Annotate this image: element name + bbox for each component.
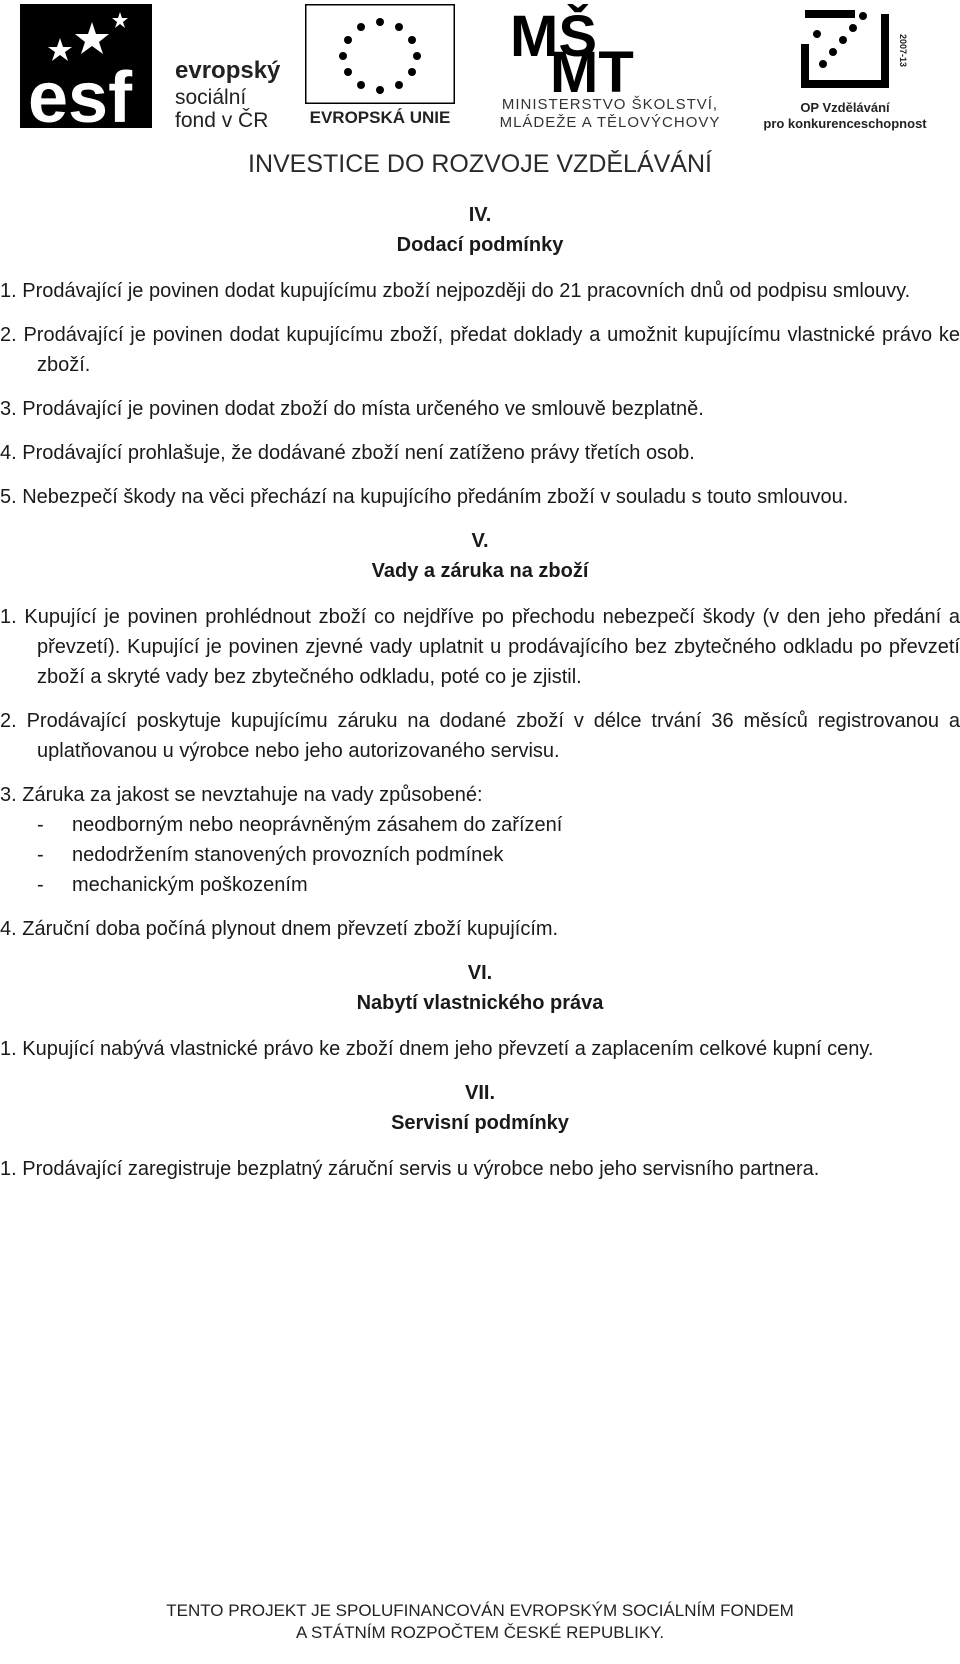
section-4-title: Dodací podmínky: [396, 234, 564, 256]
section-6-title: Nabytí vlastnického práva: [356, 992, 604, 1014]
op-mark-icon: [795, 4, 895, 94]
defect-cause-3: - mechanickým poškozením: [0, 870, 960, 900]
section-7-item-1: 1. Prodávající zaregistruje bezplatný záruční servis u výrobce nebo jeho servisního partnera.: [0, 1158, 820, 1180]
msmt-logo: [470, 4, 750, 134]
msmt-label-1: MINISTERSTVO ŠKOLSTVÍ,: [501, 96, 719, 113]
section-5-item-1: 1. Kupující je povinen prohlédnout zboží co nejdříve po přechodu nebezpečí škody (v den jeho předání a převzetí). Kupující je povinen zjevné vady uplatnit u prodávajícího bez zbytečného odkladu po převzetí zboží a skryté vady bez zbytečného odkladu, poté co je zjistil.: [0, 606, 960, 688]
section-5-number: V.: [471, 530, 489, 552]
msmt-mark-icon: [510, 4, 650, 94]
section-6-number: VI.: [467, 962, 493, 984]
esf-title: evropský: [175, 57, 281, 84]
svg-text:MŠ: MŠ: [510, 4, 597, 69]
eu-label: EVROPSKÁ UNIE: [309, 108, 451, 127]
op-logo: [750, 4, 940, 134]
esf-mark-icon: [20, 4, 170, 134]
section-5-item-2: 2. Prodávající poskytuje kupujícímu záruku na dodané zboží v délce trvání 36 měsíců registrovanou a uplatňovanou u výrobce nebo jeho autorizovaného servisu.: [0, 710, 960, 762]
eu-flag-icon: [305, 4, 455, 104]
svg-text:esf: esf: [28, 58, 133, 134]
esf-logo: [20, 4, 290, 134]
footer-line-2: A STÁTNÍM ROZPOČTEM ČESKÉ REPUBLIKY.: [295, 1623, 665, 1642]
esf-subtitle-2: fond v ČR: [175, 109, 269, 132]
section-4-item-5: 5. Nebezpečí škody na věci přechází na kupujícího předáním zboží v souladu s touto smlouvou.: [0, 486, 849, 508]
msmt-label-2: MLÁDEŽE A TĚLOVÝCHOVY: [499, 114, 721, 131]
op-years: 2007-13: [898, 34, 908, 68]
defect-cause-1: - neodborným nebo neoprávněným zásahem do zařízení: [0, 810, 960, 840]
section-4-item-1: 1. Prodávající je povinen dodat kupujícímu zboží nejpozději do 21 pracovních dnů od podpisu smlouvy.: [0, 280, 911, 302]
defect-cause-2: - nedodržením stanovených provozních podmínek: [0, 840, 960, 870]
svg-text:MT: MT: [550, 40, 634, 94]
section-7-title: Servisní podmínky: [391, 1112, 569, 1134]
footer-note: [0, 1600, 960, 1644]
section-4-item-4: 4. Prodávající prohlašuje, že dodávané zboží není zatíženo právy třetích osob.: [0, 442, 695, 464]
section-4-item-2: 2. Prodávající je povinen dodat kupujícímu zboží, předat doklady a umožnit kupujícímu vlastnické právo ke zboží.: [0, 324, 960, 376]
section-7-number: VII.: [464, 1082, 495, 1104]
op-label-2: pro konkurenceschopnost: [763, 116, 927, 131]
section-4-item-3: 3. Prodávající je povinen dodat zboží do místa určeného ve smlouvě bezplatně.: [0, 398, 704, 420]
footer-line-1: TENTO PROJEKT JE SPOLUFINANCOVÁN EVROPSKÝM SOCIÁLNÍM FONDEM: [166, 1601, 794, 1620]
op-label-1: OP Vzdělávání: [800, 100, 890, 115]
section-4-number: IV.: [468, 204, 492, 226]
section-5-item-3: 3. Záruka za jakost se nevztahuje na vady způsobené:: [0, 784, 483, 806]
logo-header: [0, 0, 960, 190]
eu-logo: [300, 4, 460, 134]
document-body: [0, 196, 960, 1198]
investice-banner: INVESTICE DO ROZVOJE VZDĚLÁVÁNÍ: [248, 150, 712, 178]
section-6-item-1: 1. Kupující nabývá vlastnické právo ke zboží dnem jeho převzetí a zaplacením celkové kupní ceny.: [0, 1038, 874, 1060]
section-5-title: Vady a záruka na zboží: [371, 560, 589, 582]
section-5-item-4: 4. Záruční doba počíná plynout dnem převzetí zboží kupujícím.: [0, 918, 559, 940]
esf-subtitle-1: sociální: [175, 86, 247, 109]
